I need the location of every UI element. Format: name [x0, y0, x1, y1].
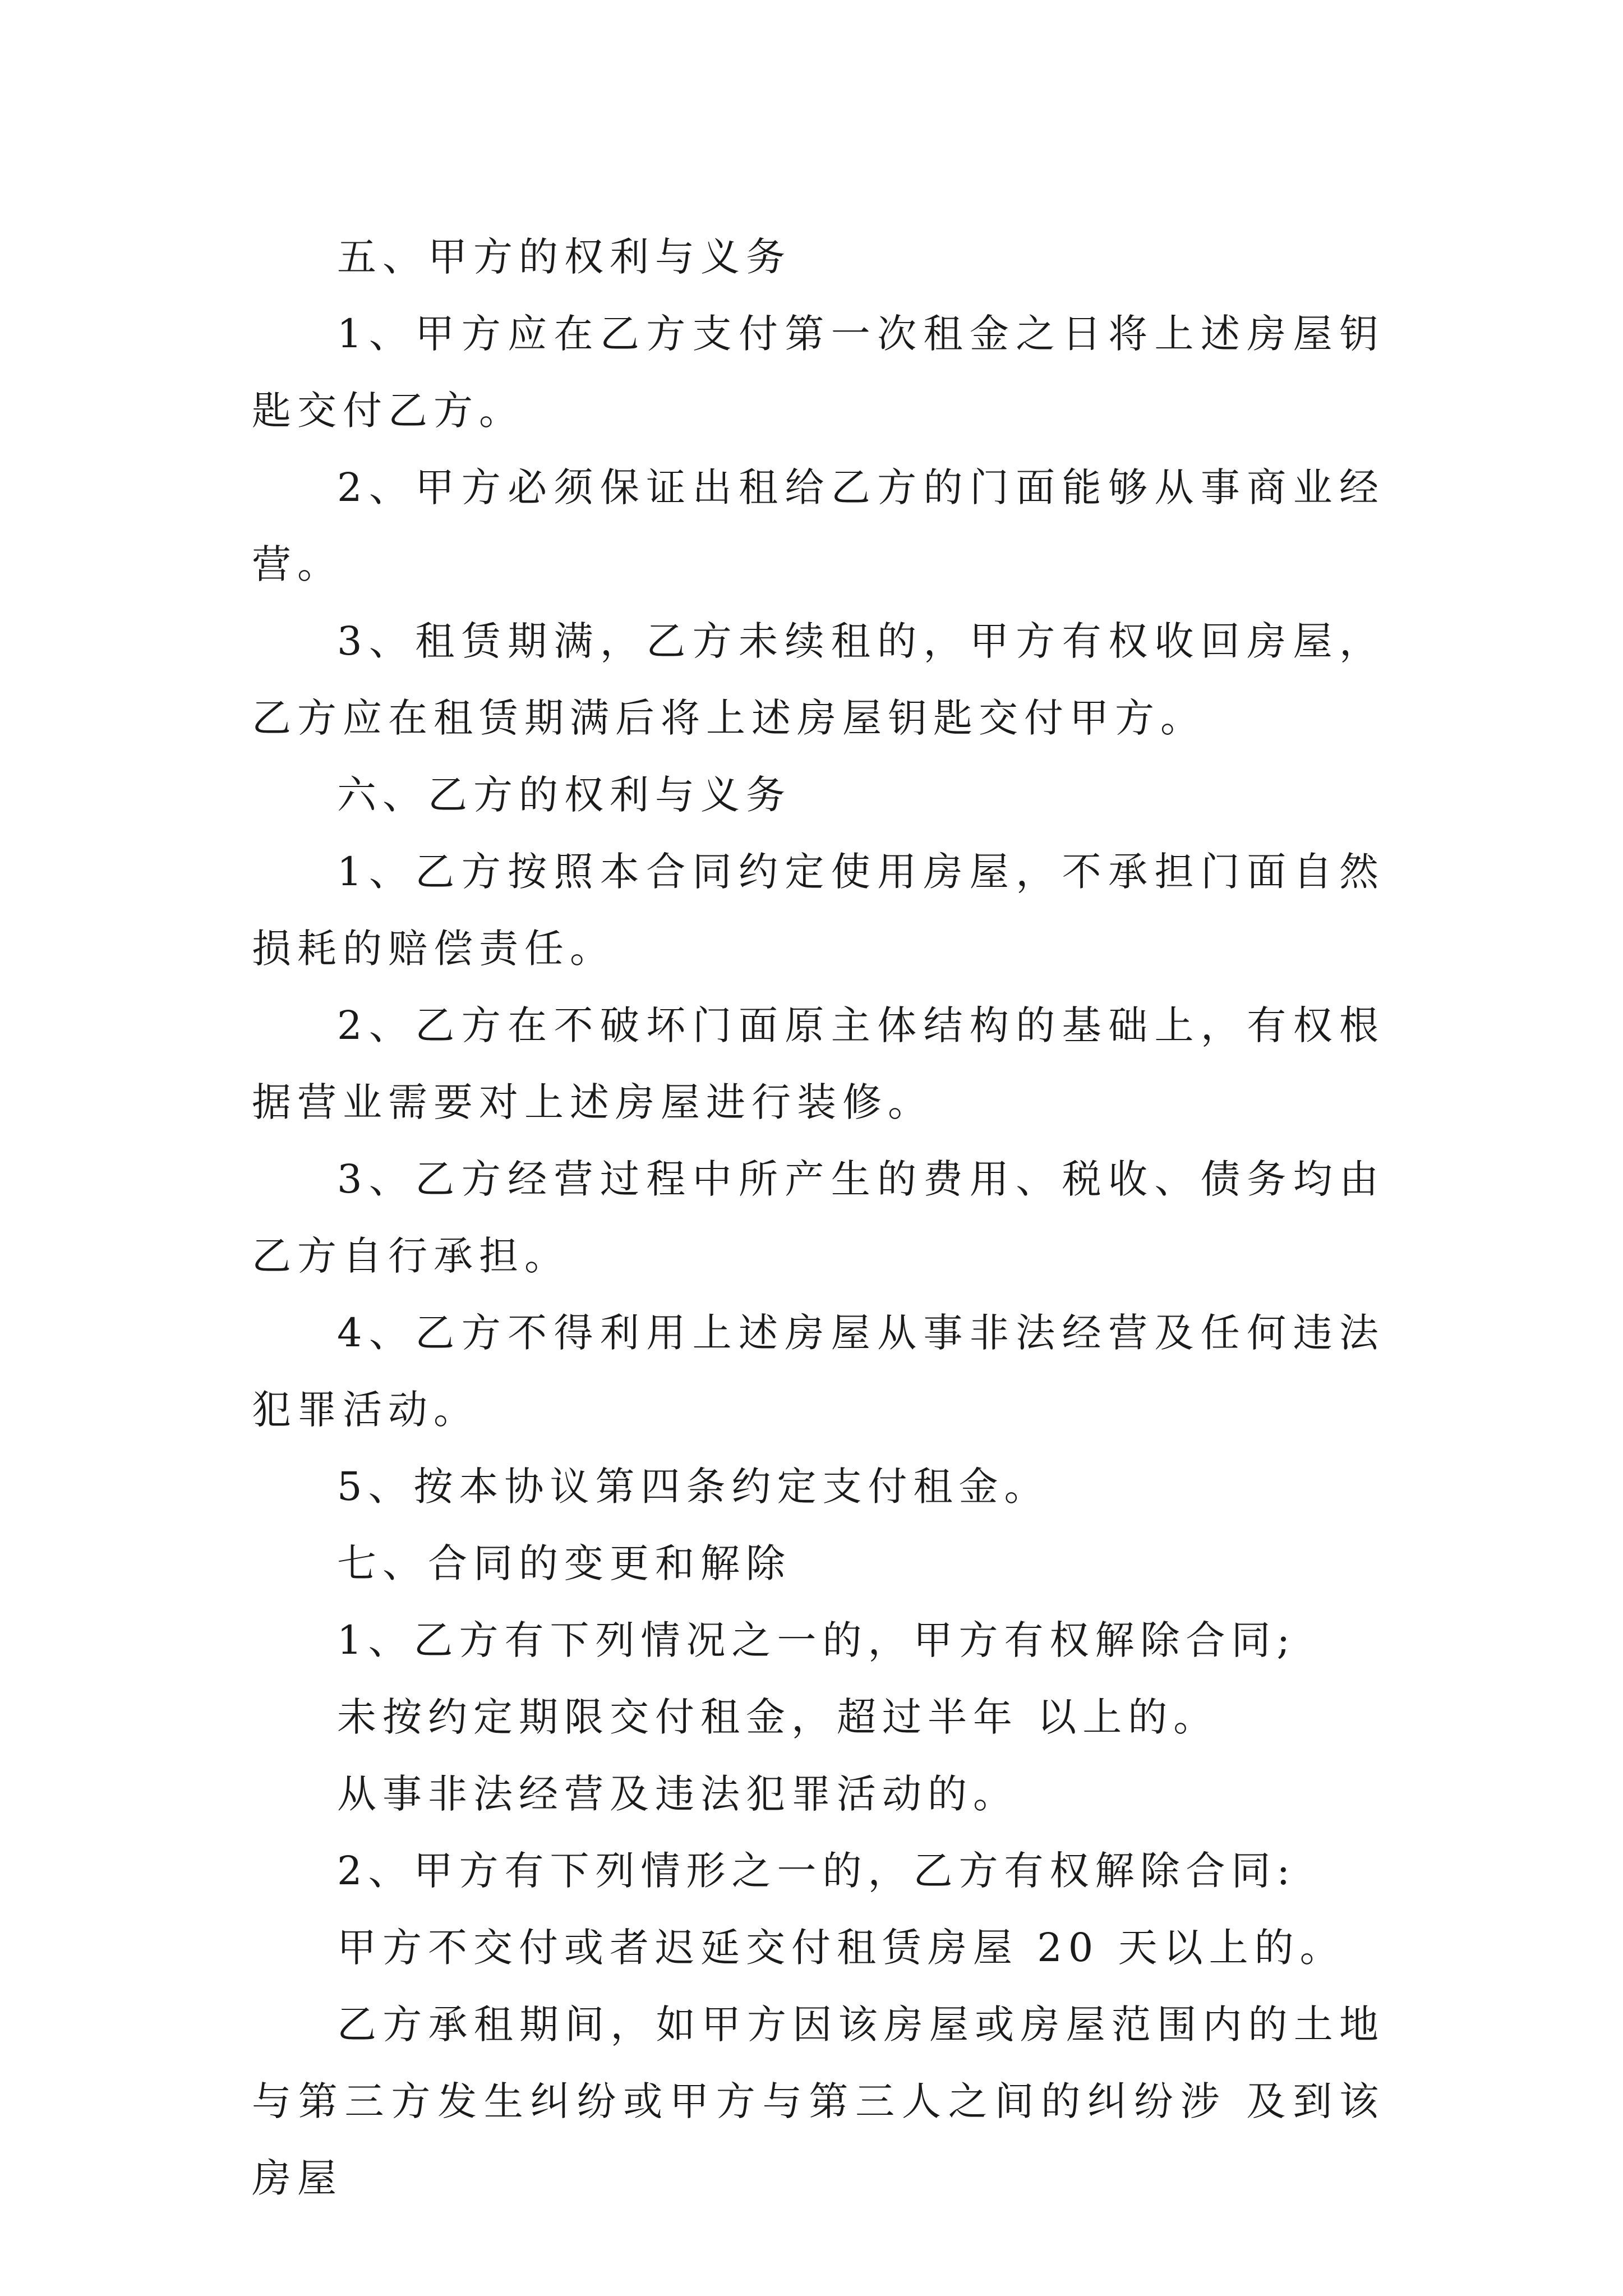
clause-paragraph: 3、租赁期满，乙方未续租的，甲方有权收回房屋，乙方应在租赁期满后将上述房屋钥匙交付甲方。: [252, 618, 1385, 741]
clause-paragraph: 从事非法经营及违法犯罪活动的。: [337, 1771, 1018, 1817]
clause-paragraph: 5、按本协议第四条约定支付租金。: [337, 1464, 1050, 1510]
clause-paragraph: 2、甲方有下列情形之一的，乙方有权解除合同:: [337, 1848, 1297, 1894]
contract-body: [252, 219, 1385, 2217]
clause-paragraph: 1、乙方按照本合同约定使用房屋，不承担门面自然损耗的赔偿责任。: [252, 849, 1385, 972]
clause-paragraph: 2、乙方在不破坏门面原主体结构的基础上，有权根据营业需要对上述房屋进行装修。: [252, 1002, 1385, 1125]
section-heading-contract-changes: 七、合同的变更和解除: [337, 1540, 791, 1586]
clause-paragraph: 4、乙方不得利用上述房屋从事非法经营及任何违法犯罪活动。: [252, 1310, 1385, 1433]
clause-paragraph: 1、甲方应在乙方支付第一次租金之日将上述房屋钥匙交付乙方。: [252, 311, 1385, 434]
section-heading-landlord-rights: 五、甲方的权利与义务: [337, 234, 791, 280]
clause-paragraph: 2、甲方必须保证出租给乙方的门面能够从事商业经营。: [252, 464, 1385, 587]
section-heading-tenant-rights: 六、乙方的权利与义务: [337, 772, 791, 818]
clause-paragraph: 乙方承租期间，如甲方因该房屋或房屋范围内的土地与第三方发生纠纷或甲方与第三人之间的纠纷涉 及到该房屋: [252, 2001, 1385, 2201]
clause-paragraph: 1、乙方有下列情况之一的，甲方有权解除合同;: [337, 1617, 1297, 1663]
clause-paragraph: 3、乙方经营过程中所产生的费用、税收、债务均由乙方自行承担。: [252, 1156, 1385, 1279]
clause-paragraph: 甲方不交付或者迟延交付租赁房屋 20 天以上的。: [337, 1925, 1345, 1971]
clause-paragraph: 未按约定期限交付租金，超过半年 以上的。: [337, 1694, 1219, 1740]
